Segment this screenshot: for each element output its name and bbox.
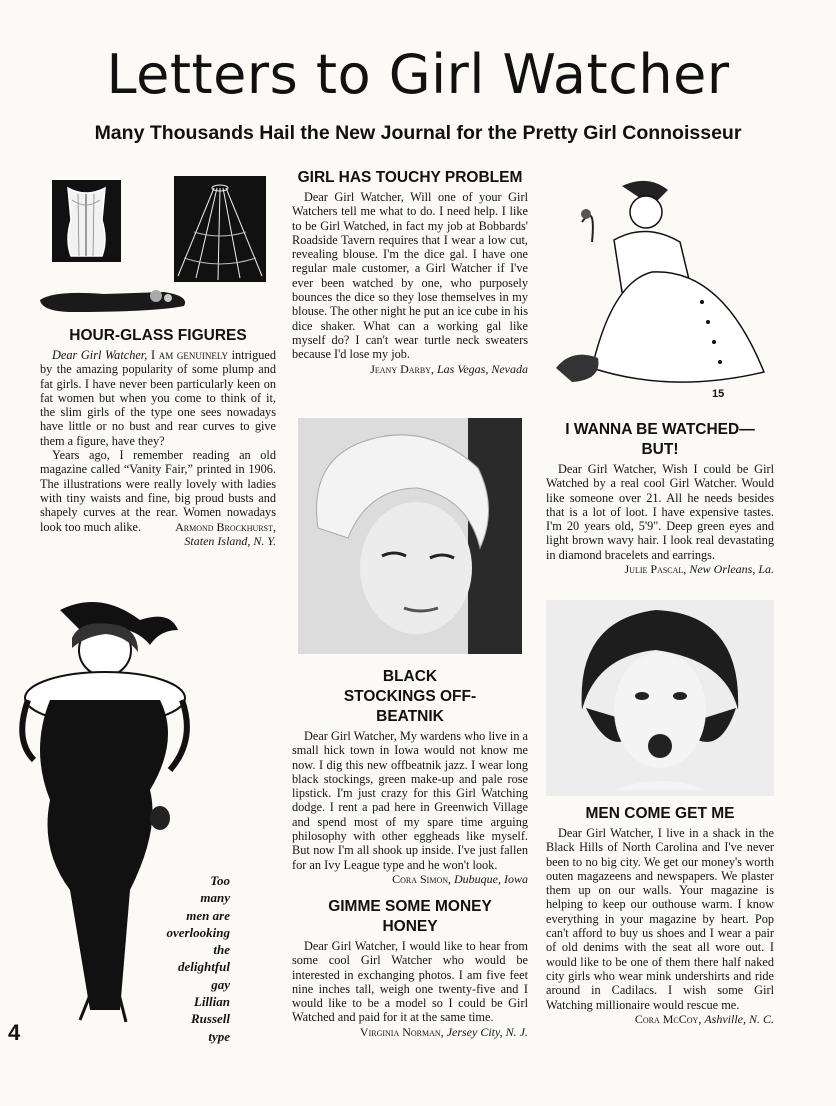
letter-body: Dear Girl Watcher, I am genuinely intrigued by the amazing popularity of some plump and fat girls. I have never been particularly keen on fat women but when you come to think of it, the slim girls of the type one sees nowadays have little or no bust and rear curves to give them a figure, have they? Years ago, I remember reading an old magazine called “Vanity Fair,” printed in 1906. The illustrations were really lovely with ladies with tiny waists and fine, big proud busts and shapely curves at the rear. Women nowadays look too much alike.: [40, 348, 277, 534]
letter-signature: Armond Brockhurst, Staten Island, N. Y.: [175, 519, 276, 549]
letter-heading: MEN COME GET ME: [585, 805, 735, 822]
letter-signature: Julie Pascal, New Orleans, La.: [624, 562, 774, 577]
portrait-photo-brunette: [546, 600, 774, 796]
portrait-photo-blonde: [298, 418, 522, 654]
letter-money-honey: [292, 897, 528, 1039]
letter-signature: Virginia Norman, Jersey City, N. J.: [359, 1024, 528, 1039]
crinoline-illustration: [174, 176, 266, 282]
letter-heading: I WANNA BE WATCHED— BUT!: [565, 421, 755, 458]
letter-heading: BLACK STOCKINGS OFF-BEATNIK: [343, 668, 477, 725]
letter-signature: Cora Simon, Dubuque, Iowa: [392, 871, 528, 886]
letter-heading: GIMME SOME MONEY HONEY: [328, 898, 492, 935]
letter-wanna-be-watched: [546, 420, 774, 577]
letter-heading: HOUR-GLASS FIGURES: [69, 327, 247, 344]
letter-body: Dear Girl Watcher, Will one of your Girl Watchers tell me what to do. I need help. I like to be Girl Watched, in fact my job at Bobbards' Roadside Tavern requires that I wear a low cut, revealing blouse. I'm the dice gal. I have one regular male customer, a Girl Watcher if I've ever been watched by one, who purposely bounces the dice so they lose themselves in my blouse. The other night he put an ice cube in his dice shaker. What can a working gal like myself do? I can't wear turtle neck sweaters because I'd lose my job.: [292, 190, 528, 362]
letter-body: Dear Girl Watcher, My wardens who live in a small hick town in Iowa would not know me now. I dig this new offbeatnik jazz. I wear long black stockings, green make-up and pale rose lipstick. I'm just crazy for this Girl Watching dodge. I rent a pad here in Greenwich Village and spend most of my spare time arguing philosophy with other eggheads like myself. But now I'm all shook up inside. I've just fallen for an Ivy League type and he won't look.: [292, 729, 529, 872]
slipper-illustration: [34, 282, 194, 318]
page-title: Letters to Girl Watcher: [106, 43, 730, 106]
figure-number: 15: [712, 388, 725, 400]
drawing-caption: Too many men are overlooking the delightful gay Lillian Russell type: [166, 873, 230, 1044]
letter-hourglass: [40, 326, 276, 549]
page-subtitle: Many Thousands Hail the New Journal for the Pretty Girl Connoisseur: [94, 122, 742, 144]
letter-body: Dear Girl Watcher, Wish I could be Girl Watched by a real cool Girl Watcher. Would like someone over 21. All he needs besides that is a lot of loot. I have expensive tastes. I'm 20 years old, 5'9". Deep green eyes and light brown wavy hair. I look real devastating in diamond bracelets and earrings.: [546, 462, 774, 562]
victorian-lady-drawing: [552, 172, 778, 398]
letter-signature: Cora McCoy, Ashville, N. C.: [634, 1011, 774, 1026]
page-number: 4: [8, 1020, 21, 1045]
letter-men-come-get-me: [546, 804, 774, 1026]
letter-heading: GIRL HAS TOUCHY PROBLEM: [297, 169, 523, 186]
letter-black-stockings: [292, 667, 528, 886]
letter-body: Dear Girl Watcher, I live in a shack in the Black Hills of North Carolina and I've never been to no big city. We get our money's worth outen magazeens and newspapers. We plaster them up on our walls. Your magazine is helping to keep our outhouse warm. I know everything in your magazine by heart. Pop can't afford to buy us shoes and I wear a pair of old denims with the seat all wore out. I would like to be one of them there half naked city girls who wear mink undershirts and ride around in Cadilacs. I wish some Girl Watching millionaire would rescue me.: [546, 826, 774, 1012]
letter-body: Dear Girl Watcher, I would like to hear from some cool Girl Watcher who would be interested in exchanging photos. I am five feet nine inches tall, weigh one twenty-five and I would like to be a model so I could be Girl Watched and paid for it at the same time.: [292, 939, 528, 1025]
corset-illustration: [52, 180, 121, 262]
letter-signature: Jeany Darby, Las Vegas, Nevada: [370, 361, 528, 376]
letter-touchy-problem: [292, 168, 528, 376]
